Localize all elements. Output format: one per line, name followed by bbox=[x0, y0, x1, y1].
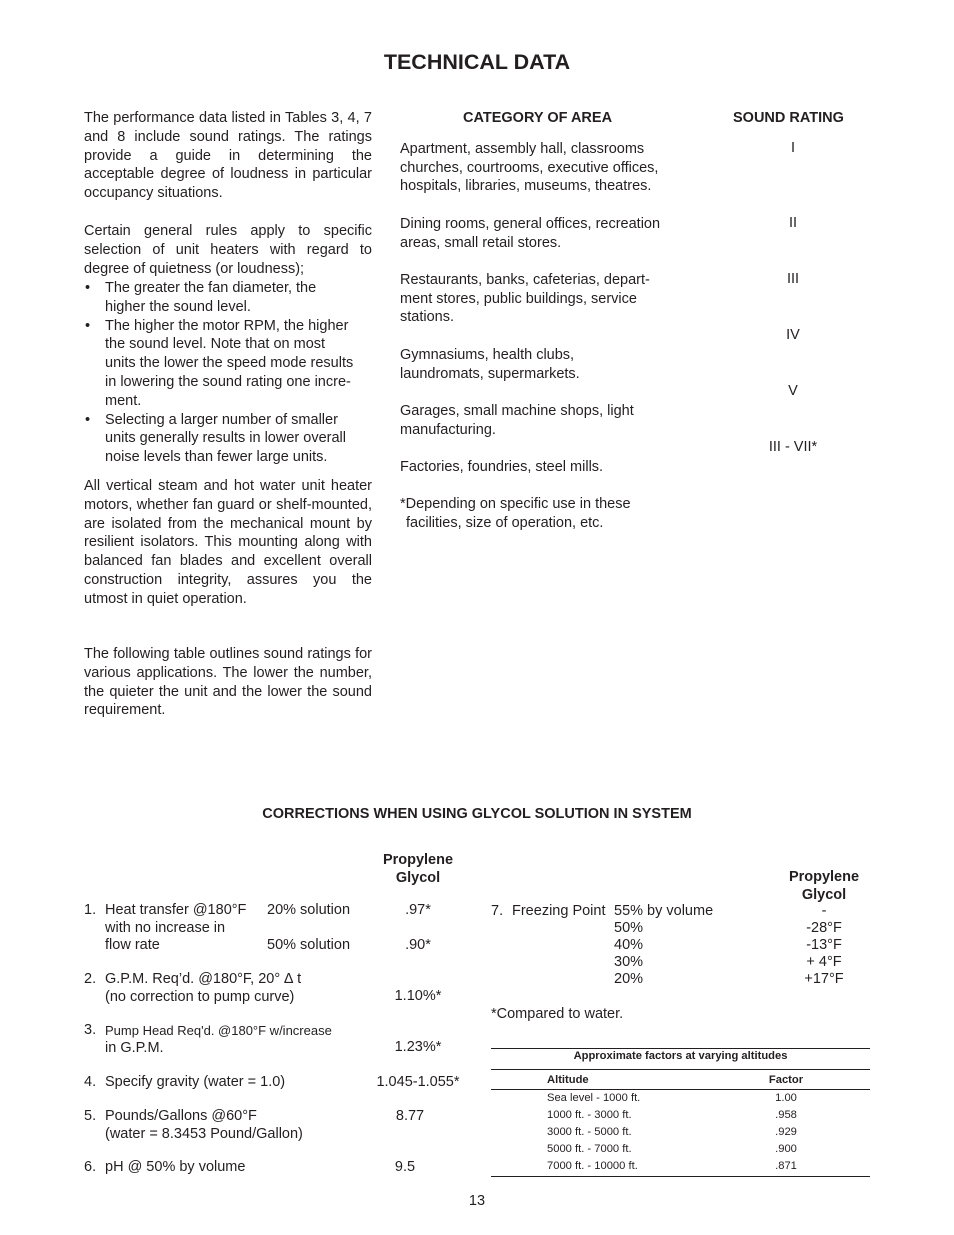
item-number: 4. bbox=[84, 1074, 97, 1090]
header-line: Glycol bbox=[395, 869, 441, 886]
glycol-value: .97* bbox=[405, 902, 431, 918]
glycol-value: 1.10%* bbox=[394, 988, 442, 1004]
category-line: areas, small retail stores. bbox=[400, 234, 562, 251]
category-entry bbox=[400, 402, 700, 439]
glycol-value: 1.23%* bbox=[394, 1039, 442, 1055]
sound-rating-value: III bbox=[786, 271, 800, 287]
rule-line: ment. bbox=[105, 392, 142, 409]
sound-table-footnote bbox=[400, 495, 700, 532]
altitude-cell: 5000 ft. - 7000 ft. bbox=[547, 1143, 632, 1155]
altitude-column-header: Altitude bbox=[547, 1074, 589, 1086]
bullet-icon: • bbox=[85, 411, 91, 428]
category-line: Apartment, assembly hall, classrooms bbox=[400, 141, 645, 157]
item-label bbox=[105, 1108, 303, 1143]
glycol-value: 9.5 bbox=[394, 1159, 416, 1175]
freezing-percent: 30% bbox=[614, 954, 644, 970]
rule-line: in lowering the sound rating one incre- bbox=[105, 373, 351, 390]
altitude-cell: 3000 ft. - 5000 ft. bbox=[547, 1126, 632, 1138]
altitude-cell: Sea level - 1000 ft. bbox=[547, 1092, 641, 1104]
item-line: flow rate bbox=[105, 937, 160, 953]
rule-line: The greater the fan diameter, the bbox=[105, 280, 317, 296]
rule-line: higher the sound level. bbox=[105, 298, 251, 315]
rule-line: noise levels than fewer large units. bbox=[105, 449, 328, 466]
freezing-percent: 20% bbox=[614, 971, 644, 987]
intro-paragraph-3 bbox=[84, 477, 372, 609]
page-title: TECHNICAL DATA bbox=[383, 50, 571, 74]
category-entry bbox=[400, 271, 700, 327]
category-line: ment stores, public buildings, service bbox=[400, 290, 637, 307]
altitude-cell: 1000 ft. - 3000 ft. bbox=[547, 1109, 632, 1121]
item-line: (no correction to pump curve) bbox=[105, 988, 295, 1005]
item-number: 7. bbox=[491, 903, 504, 919]
freezing-value: + 4°F bbox=[806, 954, 842, 970]
rule-item bbox=[84, 279, 374, 317]
intro-paragraph-2 bbox=[84, 222, 372, 278]
factor-cell: .929 bbox=[775, 1126, 797, 1138]
glycol-value: 1.045-1.055* bbox=[376, 1074, 460, 1090]
intro-paragraph-1 bbox=[84, 109, 372, 203]
category-line: Gymnasiums, health clubs, bbox=[400, 347, 575, 363]
category-line: churches, courtrooms, executive offices, bbox=[400, 159, 659, 176]
item-line: G.P.M. Req’d. @180°F, 20° ∆ t bbox=[105, 971, 302, 987]
altitude-table-caption: Approximate factors at varying altitudes bbox=[573, 1050, 788, 1062]
freezing-percent: 40% bbox=[614, 937, 644, 953]
intro-paragraph-4-text: The following table outlines sound ratings for various applications. The lower the number, the quieter the unit and the lower the sound requirement. bbox=[84, 646, 372, 719]
factor-cell: .900 bbox=[775, 1143, 797, 1155]
factor-cell: 1.00 bbox=[775, 1092, 797, 1104]
rule-line: Selecting a larger number of smaller bbox=[105, 411, 338, 428]
item-number: 5. bbox=[84, 1108, 97, 1124]
item-number: 6. bbox=[84, 1159, 97, 1175]
bullet-icon: • bbox=[85, 280, 91, 296]
category-entry bbox=[400, 458, 700, 477]
solution-label: 20% solution bbox=[267, 902, 351, 918]
category-column-header: CATEGORY OF AREA bbox=[463, 110, 613, 126]
intro-paragraph-3-text: All vertical steam and hot water unit heater motors, whether fan guard or shelf-mounted, are isolated from the mechanical mount by resilient isolators. This mounting along with balanced fan blades and excellent overall construction integrity, assures you the utmost in quiet operation. bbox=[84, 478, 372, 607]
factor-column-header: Factor bbox=[768, 1074, 804, 1086]
sound-rating-value: III - VII* bbox=[768, 439, 818, 455]
altitude-cell: 7000 ft. - 10000 ft. bbox=[547, 1160, 638, 1172]
footnote-line: facilities, size of operation, etc. bbox=[406, 514, 604, 531]
rule-item bbox=[84, 317, 374, 411]
sound-rating-value: IV bbox=[786, 327, 800, 343]
freezing-percent: 50% bbox=[614, 920, 644, 936]
item-line: with no increase in bbox=[105, 919, 226, 936]
glycol-value: 8.77 bbox=[395, 1108, 425, 1124]
category-line: Restaurants, banks, cafeterias, depart- bbox=[400, 272, 650, 288]
freezing-value: -13°F bbox=[806, 937, 842, 953]
category-line: Factories, foundries, steel mills. bbox=[400, 459, 604, 475]
rule-item bbox=[84, 411, 374, 467]
rule-line: units the lower the speed mode results bbox=[105, 355, 354, 372]
category-line: laundromats, supermarkets. bbox=[400, 365, 580, 382]
item-label: pH @ 50% by volume bbox=[105, 1159, 246, 1175]
glycol-column-header-left bbox=[368, 852, 468, 887]
intro-paragraph-1-text: The performance data listed in Tables 3, 4, 7 and 8 include sound ratings. The ratings provide a guide in determining the acceptable degree of loudness in particular occupancy situations. bbox=[84, 110, 372, 202]
glycol-heading: CORRECTIONS WHEN USING GLYCOL SOLUTION IN SYSTEM bbox=[262, 806, 692, 822]
item-number: 1. bbox=[84, 902, 97, 918]
freezing-value: - bbox=[821, 903, 827, 919]
sound-rating-value: II bbox=[788, 215, 798, 231]
rules-list bbox=[84, 279, 374, 467]
intro-paragraph-2-text: Certain general rules apply to specific selection of unit heaters with regard to degree of quietness (or loudness); bbox=[84, 223, 372, 277]
factor-cell: .871 bbox=[775, 1160, 797, 1172]
bullet-icon: • bbox=[85, 317, 91, 334]
category-line: hospitals, libraries, museums, theatres. bbox=[400, 178, 652, 195]
freezing-value: +17°F bbox=[804, 971, 844, 987]
glycol-column-header-right bbox=[774, 869, 874, 904]
item-line: Pounds/Gallons @60°F bbox=[105, 1108, 257, 1124]
item-number: 3. bbox=[84, 1022, 97, 1038]
compared-note: *Compared to water. bbox=[491, 1006, 624, 1022]
item-label bbox=[105, 1022, 332, 1057]
intro-paragraph-4 bbox=[84, 645, 372, 720]
rating-column-header: SOUND RATING bbox=[733, 110, 844, 126]
category-entry bbox=[400, 215, 700, 252]
footnote-line: *Depending on specific use in these bbox=[400, 496, 631, 512]
category-line: stations. bbox=[400, 309, 454, 326]
factor-cell: .958 bbox=[775, 1109, 797, 1121]
page-number: 13 bbox=[468, 1193, 486, 1209]
table-rule bbox=[491, 1069, 870, 1070]
glycol-value: .90* bbox=[405, 937, 431, 953]
rule-line: The higher the motor RPM, the higher bbox=[105, 317, 349, 334]
table-rule bbox=[491, 1176, 870, 1177]
category-entry bbox=[400, 140, 700, 196]
header-line: Propylene bbox=[382, 852, 454, 868]
item-line: (water = 8.3453 Pound/Gallon) bbox=[105, 1125, 303, 1142]
sound-rating-value: V bbox=[788, 383, 798, 399]
item-label bbox=[105, 902, 246, 955]
item-line: Pump Head Req'd. @180°F w/increase bbox=[105, 1023, 332, 1038]
table-rule bbox=[491, 1089, 870, 1090]
category-entry bbox=[400, 346, 700, 383]
item-line: Heat transfer @180°F bbox=[105, 902, 247, 918]
freezing-percent: 55% by volume bbox=[614, 903, 714, 919]
header-line: Glycol bbox=[801, 886, 847, 903]
table-rule bbox=[491, 1048, 870, 1049]
sound-rating-value: I bbox=[790, 140, 796, 156]
header-line: Propylene bbox=[788, 869, 860, 885]
freezing-value: -28°F bbox=[806, 920, 842, 936]
item-line: in G.P.M. bbox=[105, 1039, 164, 1056]
category-line: Dining rooms, general offices, recreation bbox=[400, 216, 661, 232]
item-label: Freezing Point bbox=[512, 903, 606, 919]
item-number: 2. bbox=[84, 971, 97, 987]
rule-line: the sound level. Note that on most bbox=[105, 336, 326, 353]
solution-label: 50% solution bbox=[267, 937, 351, 953]
category-line: Garages, small machine shops, light bbox=[400, 403, 634, 419]
item-label: Specify gravity (water = 1.0) bbox=[105, 1074, 286, 1090]
category-line: manufacturing. bbox=[400, 421, 496, 438]
item-label bbox=[105, 971, 301, 1006]
rule-line: units generally results in lower overall bbox=[105, 430, 346, 447]
